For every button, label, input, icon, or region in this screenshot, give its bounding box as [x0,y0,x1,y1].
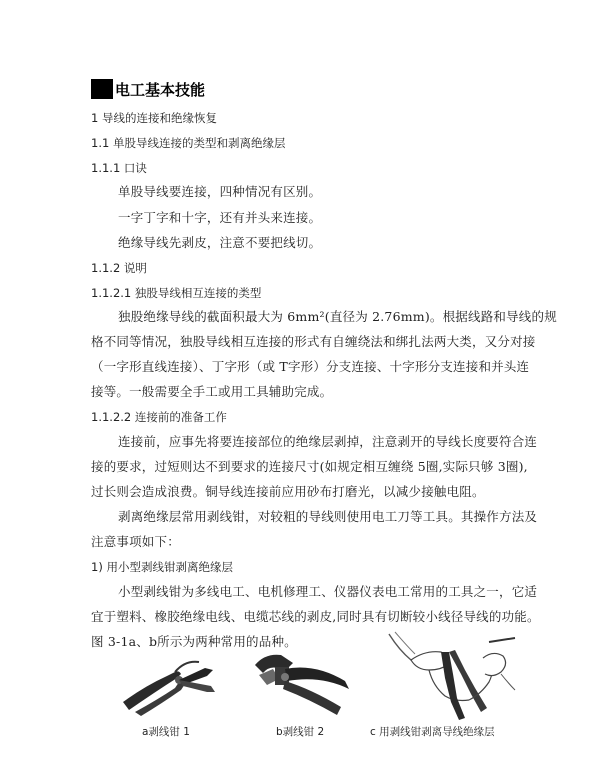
paragraph-line: 独股绝缘导线的截面积最大为 6mm²(直径为 2.76mm)。根据线路和导线的规 [118,309,557,324]
section-heading-1-1: 1.1 单股导线连接的类型和剥离绝缘层 [91,136,286,150]
stripping-wire-hand-illustration [385,630,520,722]
figure-caption-c: c 用剥线钳剥离导线绝缘层 [370,726,495,738]
verse-line: 单股导线要连接，四种情况有区别。 [118,184,322,199]
paragraph-line: 接的要求，过短则达不到要求的连接尺寸(如规定相互缠绕 5圈,实际只够 3圈), [91,459,528,474]
paragraph-line: 接等。一般需要全手工或用工具辅助完成。 [91,384,333,399]
verse-line: 一字丁字和十字，还有并头来连接。 [118,210,322,225]
paragraph-line: （一字形直线连接）、丁字形（或 T字形）分支连接、十字形分支连接和并头连 [91,359,530,374]
section-heading-1-1-2-2: 1.1.2.2 连接前的准备工作 [91,410,227,424]
wire-stripper-2-illustration [245,645,355,720]
section-heading-1: 1 导线的连接和绝缘恢复 [91,111,217,125]
paragraph-line: 小型剥线钳为多线电工、电机修理工、仪器仪表电工常用的工具之一，它适 [118,584,538,599]
paragraph-line: 宜于塑料、橡胶绝缘电线、电缆芯线的剥皮,同时具有切断较小线径导线的功能。 [91,609,540,624]
figure-caption-b: b剥线钳 2 [276,726,325,738]
title-black-block [91,79,113,99]
paragraph-line: 过长则会造成浪费。铜导线连接前应用砂布打磨光，以减少接触电阻。 [91,484,485,499]
section-heading-1-1-2: 1.1.2 说明 [91,261,147,275]
figure-caption-a: a剥线钳 1 [142,726,190,738]
paragraph-line: 格不同等情况，独股导线相互连接的形式有自缠绕法和绑扎法两大类，又分对接 [91,334,536,349]
wire-stripper-1-illustration [115,650,235,720]
paragraph-line: 连接前，应事先将要连接部位的绝缘层剥掉，注意剥开的导线长度要符合连 [118,434,538,449]
page-title [91,78,205,100]
section-heading-1-1-2-1: 1.1.2.1 独股导线相互连接的类型 [91,286,262,300]
subsection-heading: 1) 用小型剥线钳剥离绝缘层 [91,560,233,574]
paragraph-line: 注意事项如下： [91,534,180,549]
title-text: 电工基本技能 [115,80,206,99]
section-heading-1-1-1: 1.1.1 口诀 [91,161,147,175]
verse-line: 绝缘导线先剥皮，注意不要把线切。 [118,235,322,250]
paragraph-line: 剥离绝缘层常用剥线钳，对较粗的导线则使用电工刀等工具。其操作方法及 [118,509,538,524]
paragraph-line: 图 3-1a、b所示为两种常用的品种。 [91,634,297,649]
